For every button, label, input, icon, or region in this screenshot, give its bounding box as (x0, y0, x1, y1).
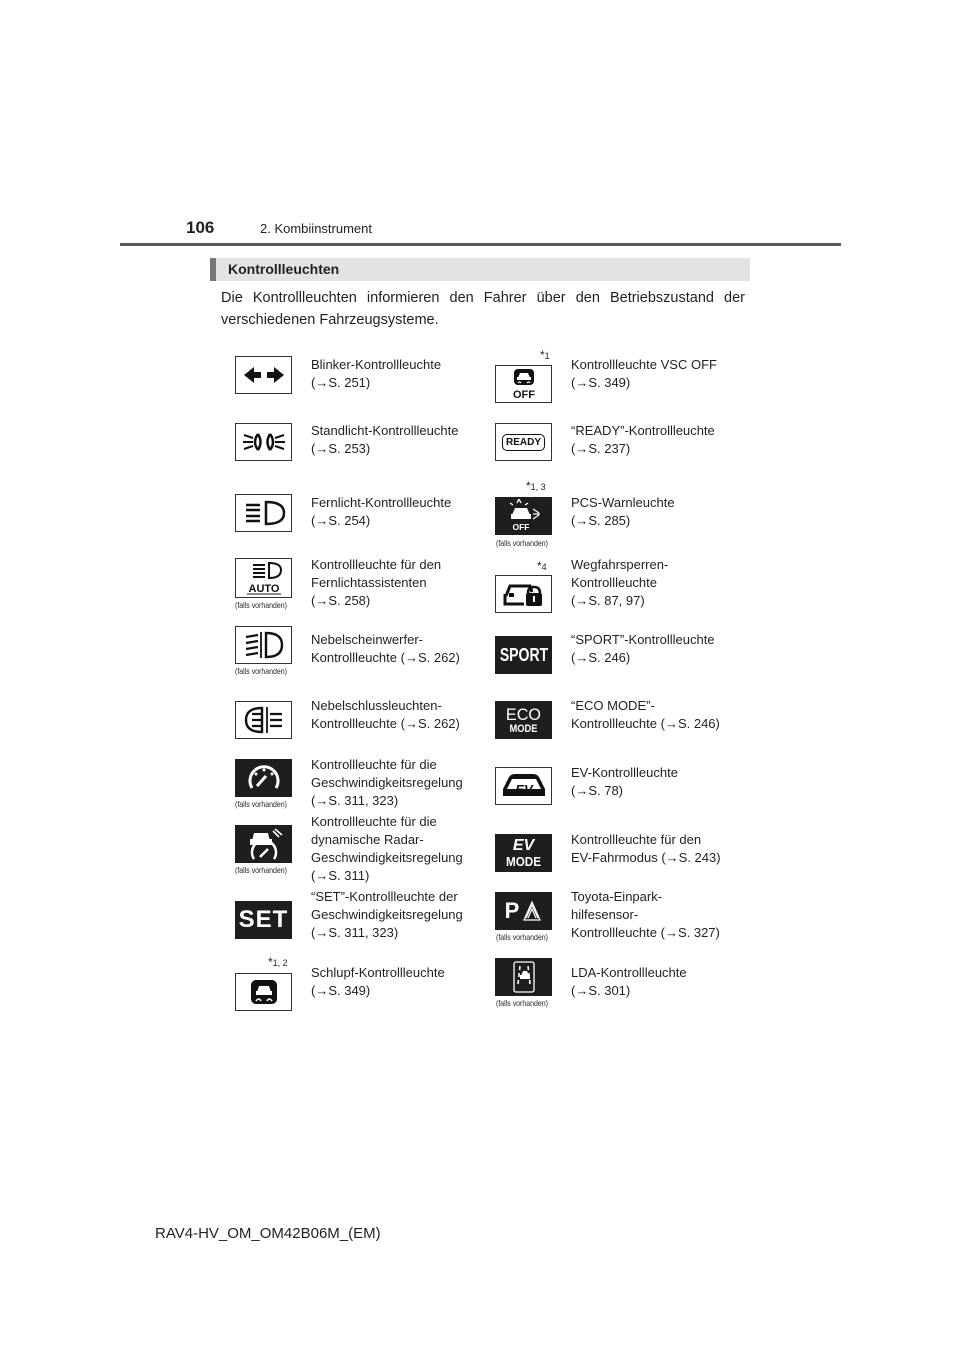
note-sub: 1, 2 (272, 958, 288, 968)
desc-line: (→S. 258) (311, 593, 371, 608)
desc-line: (→S. 78) (571, 783, 624, 798)
optional-label: (falls vorhanden) (235, 799, 287, 809)
desc-parking-sensor (571, 888, 720, 942)
optional-label: (falls vorhanden) (496, 538, 548, 548)
eco-mode-icon (495, 701, 552, 739)
pcs-warning-icon (495, 497, 552, 535)
ev-mode-icon (495, 834, 552, 872)
desc-line: Kontrollleuchte (→S. 262) (311, 650, 460, 665)
desc-line: Kontrollleuchte (→S. 262) (311, 716, 460, 731)
radar-cruise-icon (235, 825, 292, 863)
header-divider (120, 243, 841, 246)
slip-indicator-icon (235, 973, 292, 1011)
optional-label: (falls vorhanden) (235, 600, 287, 610)
desc-line: Kontrollleuchte (→S. 327) (571, 925, 720, 940)
immobilizer-icon (495, 575, 552, 613)
desc-line: Geschwindigkeitsregelung (311, 907, 463, 922)
ready-icon (495, 423, 552, 461)
desc-tail-light (311, 422, 458, 458)
desc-line: “ECO MODE”- (571, 698, 655, 713)
desc-sport (571, 631, 715, 667)
sport-mode-icon (495, 636, 552, 674)
turn-signal-icon (235, 356, 292, 394)
desc-line: dynamische Radar- (311, 832, 424, 847)
desc-line: Wegfahrsperren- (571, 557, 669, 572)
section-heading-bar (210, 258, 750, 281)
desc-line: Nebelscheinwerfer- (311, 632, 423, 647)
desc-line: (→S. 311) (311, 868, 370, 883)
note-sub: 1, 3 (530, 482, 546, 492)
desc-line: hilfesensor- (571, 907, 639, 922)
icon-text-off: OFF (512, 389, 535, 400)
desc-line: (→S. 349) (311, 983, 371, 998)
icon-text-ev: EV (514, 782, 533, 797)
desc-line: (→S. 285) (571, 513, 631, 528)
desc-line: Kontrollleuchte für den (311, 557, 442, 572)
desc-ready (571, 422, 715, 458)
note-star: * (268, 955, 273, 969)
footnote-marker (540, 348, 550, 362)
icon-text-sport: SPORT (499, 645, 548, 665)
optional-label: (falls vorhanden) (235, 666, 287, 676)
desc-line: (→S. 254) (311, 513, 371, 528)
desc-lda (571, 964, 687, 1000)
desc-line: (→S. 311, 323) (311, 793, 399, 808)
cruise-control-icon (235, 759, 292, 797)
desc-ev-mode (571, 831, 721, 867)
parking-sensor-icon (495, 892, 552, 930)
desc-line: (→S. 253) (311, 441, 371, 456)
optional-label: (falls vorhanden) (496, 932, 548, 942)
desc-high-beam (311, 494, 451, 530)
desc-line: Toyota-Einpark- (571, 889, 663, 904)
desc-line: Kontrollleuchte für den (571, 832, 702, 847)
desc-vsc-off (571, 356, 717, 392)
icon-text-p: P (504, 898, 520, 923)
desc-line: EV-Kontrollleuchte (571, 765, 678, 780)
page-number: 106 (186, 218, 215, 237)
desc-pcs (571, 494, 675, 530)
desc-eco (571, 697, 720, 733)
footnote-marker (268, 955, 288, 969)
desc-line: Geschwindigkeitsregelung (311, 850, 463, 865)
rear-fog-icon (235, 701, 292, 739)
icon-text-ready: READY (502, 434, 545, 451)
icon-text-ev: EV (512, 837, 535, 854)
set-icon (235, 901, 292, 939)
desc-set (311, 888, 463, 942)
note-star: * (540, 348, 545, 362)
desc-line: (→S. 87, 97) (571, 593, 645, 608)
optional-label: (falls vorhanden) (496, 998, 548, 1008)
footnote-marker (537, 559, 547, 573)
icon-text-off: OFF (512, 522, 529, 532)
desc-rear-fog (311, 697, 460, 733)
front-fog-icon (235, 626, 292, 664)
desc-line: “SET”-Kontrollleuchte der (311, 889, 458, 904)
icon-text-eco: ECO (505, 704, 542, 724)
desc-line: LDA-Kontrollleuchte (571, 965, 687, 980)
desc-line: (→S. 301) (571, 983, 631, 998)
icon-text-auto: AUTO (248, 583, 279, 595)
desc-auto-high-beam (311, 556, 441, 610)
desc-line: Kontrollleuchte (571, 575, 657, 590)
icon-text-mode: MODE (509, 722, 538, 735)
note-star: * (537, 559, 542, 573)
desc-line: Nebelschlussleuchten- (311, 698, 442, 713)
desc-line: Fernlicht-Kontrollleuchte (311, 495, 452, 510)
section-title: Kontrollleuchten (228, 261, 340, 277)
desc-line: PCS-Warnleuchte (571, 495, 675, 510)
desc-line: “SPORT”-Kontrollleuchte (571, 632, 715, 647)
desc-line: (→S. 246) (571, 650, 631, 665)
note-star: * (526, 479, 531, 493)
desc-line: (→S. 311, 323) (311, 925, 399, 940)
optional-label: (falls vorhanden) (235, 865, 287, 875)
desc-immobilizer (571, 556, 668, 610)
icon-text-mode: MODE (505, 854, 542, 869)
desc-line: Fernlichtassistenten (311, 575, 427, 590)
desc-line: Standlicht-Kontrollleuchte (311, 423, 459, 438)
high-beam-icon (235, 494, 292, 532)
icon-text-set: SET (238, 906, 289, 933)
desc-line: Kontrollleuchte (→S. 246) (571, 716, 720, 731)
desc-line: EV-Fahrmodus (→S. 243) (571, 850, 721, 865)
footnote-marker (526, 479, 546, 493)
desc-line: Geschwindigkeitsregelung (311, 775, 463, 790)
desc-line: Schlupf-Kontrollleuchte (311, 965, 445, 980)
desc-line: (→S. 237) (571, 441, 631, 456)
desc-turn-signal (311, 356, 441, 392)
desc-line: (→S. 251) (311, 375, 371, 390)
desc-line: (→S. 349) (571, 375, 631, 390)
ev-indicator-icon (495, 767, 552, 805)
intro-paragraph: Die Kontrollleuchten informieren den Fahrer über den Betriebszustand der verschiedenen Fahrzeugsysteme. (221, 290, 745, 328)
tail-light-icon (235, 423, 292, 461)
vsc-off-icon (495, 365, 552, 403)
desc-line: Kontrollleuchte für die (311, 814, 437, 829)
desc-line: “READY”-Kontrollleuchte (571, 423, 715, 438)
note-sub: 1 (544, 351, 550, 361)
lda-icon (495, 958, 552, 996)
chapter-title: 2. Kombiinstrument (260, 221, 372, 236)
auto-high-beam-icon (235, 558, 292, 598)
desc-line: Kontrollleuchte für die (311, 757, 437, 772)
note-sub: 4 (541, 562, 547, 572)
desc-cruise-control (311, 756, 463, 810)
desc-front-fog (311, 631, 460, 667)
footer-model-code: RAV4-HV_OM_OM42B06M_(EM) (155, 1225, 381, 1242)
desc-slip (311, 964, 445, 1000)
desc-ev (571, 764, 678, 800)
desc-line: Kontrollleuchte VSC OFF (571, 357, 717, 372)
desc-radar-cruise (311, 813, 463, 885)
desc-line: Blinker-Kontrollleuchte (311, 357, 442, 372)
